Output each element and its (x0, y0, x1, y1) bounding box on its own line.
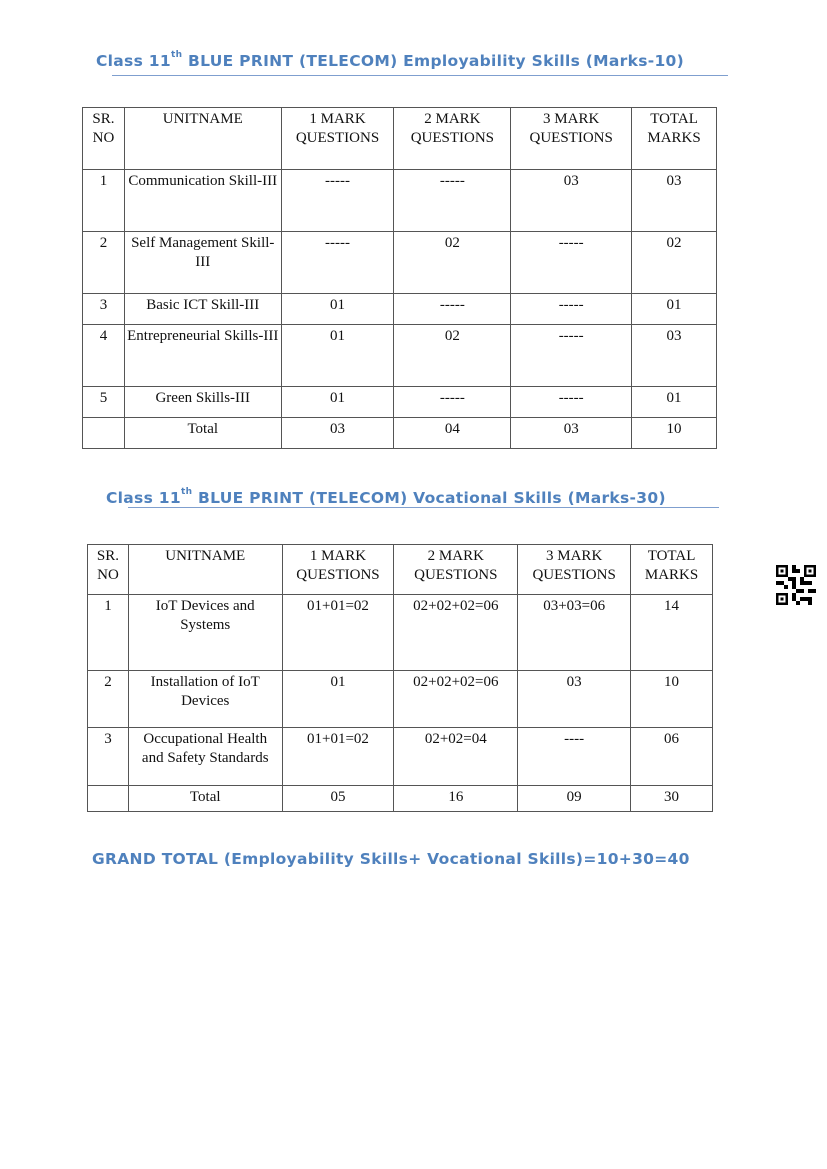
col-header: UNITNAME (124, 108, 281, 170)
cell-unit: IoT Devices and Systems (128, 595, 282, 671)
cell-m1: 01 (282, 671, 394, 728)
col-header: 1 MARK QUESTIONS (282, 545, 394, 595)
heading-rest: BLUE PRINT (TELECOM) Vocational Skills (Marks-30) (192, 489, 666, 507)
cell-sr: 4 (83, 325, 125, 387)
cell-m1: 01+01=02 (282, 728, 394, 786)
cell-unit: Basic ICT Skill-III (124, 294, 281, 325)
cell-total: 10 (632, 418, 717, 449)
col-header: 2 MARK QUESTIONS (394, 545, 518, 595)
cell-sr: 3 (88, 728, 129, 786)
cell-total: 01 (632, 294, 717, 325)
cell-m3: ----- (511, 387, 632, 418)
cell-m1: ----- (281, 232, 394, 294)
heading-sup: th (180, 487, 193, 497)
cell-m2: 04 (394, 418, 511, 449)
cell-total: 01 (632, 387, 717, 418)
heading-sup: th (170, 50, 183, 60)
employability-heading (96, 52, 684, 70)
cell-total: 30 (631, 786, 713, 812)
table-row (83, 170, 717, 232)
cell-unit: Communication Skill-III (124, 170, 281, 232)
cell-m2: 02 (394, 232, 511, 294)
cell-m1: 01 (281, 325, 394, 387)
cell-m2: ----- (394, 170, 511, 232)
table-total-row (88, 786, 713, 812)
col-header: SR. NO (88, 545, 129, 595)
grand-total: GRAND TOTAL (Employability Skills+ Vocational Skills)=10+30=40 (92, 850, 690, 868)
table-row (88, 671, 713, 728)
cell-m3: ----- (511, 232, 632, 294)
cell-sr: 3 (83, 294, 125, 325)
cell-total: 06 (631, 728, 713, 786)
qr-code-icon (776, 565, 816, 605)
table-row (83, 325, 717, 387)
cell-m2: 02 (394, 325, 511, 387)
col-header: 2 MARK QUESTIONS (394, 108, 511, 170)
cell-m3: 03 (518, 671, 631, 728)
cell-unit: Self Management Skill-III (124, 232, 281, 294)
col-header: TOTAL MARKS (631, 545, 713, 595)
table-row (83, 294, 717, 325)
cell-m3: ----- (511, 294, 632, 325)
cell-unit: Green Skills-III (124, 387, 281, 418)
cell-m1: 01 (281, 387, 394, 418)
col-header: UNITNAME (128, 545, 282, 595)
cell-total: 10 (631, 671, 713, 728)
cell-unit: Installation of IoT Devices (128, 671, 282, 728)
table-header-row (88, 545, 713, 595)
cell-total: 02 (632, 232, 717, 294)
table-header-row (83, 108, 717, 170)
cell-unit: Total (128, 786, 282, 812)
col-header: 1 MARK QUESTIONS (281, 108, 394, 170)
cell-total: 03 (632, 325, 717, 387)
cell-unit: Entrepreneurial Skills-III (124, 325, 281, 387)
cell-sr: 2 (88, 671, 129, 728)
col-header: 3 MARK QUESTIONS (518, 545, 631, 595)
cell-m2: 02+02=04 (394, 728, 518, 786)
heading-underline (128, 507, 719, 508)
cell-m2: 02+02+02=06 (394, 595, 518, 671)
cell-sr: 2 (83, 232, 125, 294)
table-row (88, 595, 713, 671)
cell-m1: ----- (281, 170, 394, 232)
heading-prefix: Class 11 (96, 52, 171, 70)
employability-table (82, 107, 717, 449)
cell-sr: 1 (83, 170, 125, 232)
cell-m3: 03+03=06 (518, 595, 631, 671)
cell-m2: 02+02+02=06 (394, 671, 518, 728)
cell-m3: ---- (518, 728, 631, 786)
cell-m3: 03 (511, 170, 632, 232)
cell-m1: 01 (281, 294, 394, 325)
col-header: SR. NO (83, 108, 125, 170)
table-row (83, 387, 717, 418)
cell-m1: 03 (281, 418, 394, 449)
cell-sr: 5 (83, 387, 125, 418)
cell-total: 14 (631, 595, 713, 671)
table-total-row (83, 418, 717, 449)
cell-unit: Total (124, 418, 281, 449)
cell-m1: 05 (282, 786, 394, 812)
cell-m3: 03 (511, 418, 632, 449)
cell-total: 03 (632, 170, 717, 232)
heading-underline (112, 75, 728, 76)
cell-sr: 1 (88, 595, 129, 671)
col-header: 3 MARK QUESTIONS (511, 108, 632, 170)
col-header: TOTAL MARKS (632, 108, 717, 170)
cell-m2: ----- (394, 387, 511, 418)
heading-prefix: Class 11 (106, 489, 181, 507)
cell-m2: ----- (394, 294, 511, 325)
cell-m3: 09 (518, 786, 631, 812)
cell-unit: Occupational Health and Safety Standards (128, 728, 282, 786)
cell-sr (88, 786, 129, 812)
cell-m2: 16 (394, 786, 518, 812)
cell-m3: ----- (511, 325, 632, 387)
table-row (88, 728, 713, 786)
vocational-table (87, 544, 713, 812)
cell-sr (83, 418, 125, 449)
heading-rest: BLUE PRINT (TELECOM) Employability Skills (Marks-10) (182, 52, 685, 70)
table-row (83, 232, 717, 294)
vocational-heading (106, 489, 666, 507)
cell-m1: 01+01=02 (282, 595, 394, 671)
